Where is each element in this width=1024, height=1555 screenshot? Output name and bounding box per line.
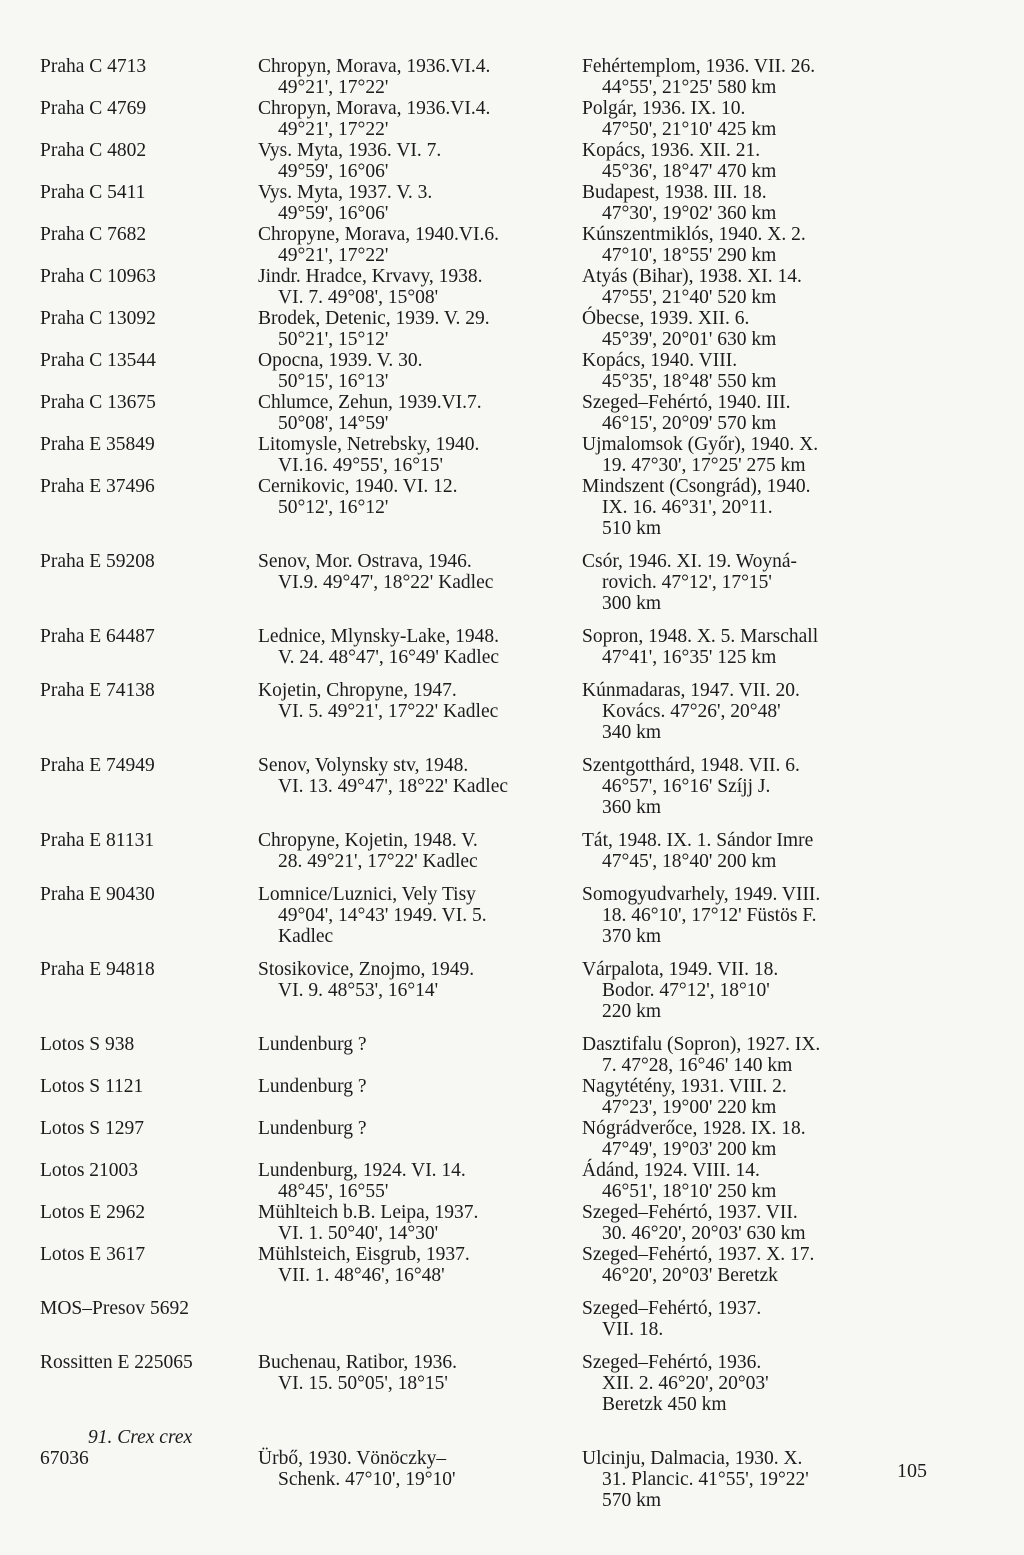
ringing-line: Brodek, Detenic, 1939. V. 29. — [258, 308, 490, 329]
ringing-line: VI. 1. 50°40', 14°30' — [278, 1223, 439, 1244]
recovery-place — [582, 224, 902, 266]
recovery-line: Kovács. 47°26', 20°48' — [602, 701, 781, 722]
ringing-place — [258, 959, 582, 1001]
recovery-place — [582, 830, 902, 872]
recovery-place — [582, 626, 902, 668]
ringing-place — [258, 884, 582, 947]
record-row — [0, 434, 1024, 476]
ringing-place — [258, 266, 582, 308]
record-row — [0, 1118, 1024, 1160]
recovery-line: Ulcinju, Dalmacia, 1930. X. — [582, 1448, 803, 1469]
species-heading-row — [0, 1427, 1024, 1448]
recovery-line: Nógrádverőce, 1928. IX. 18. — [582, 1118, 806, 1139]
record-row — [0, 392, 1024, 434]
ringing-place — [258, 56, 582, 98]
ringing-place — [258, 1160, 582, 1202]
ringing-line: 50°08', 14°59' — [278, 413, 389, 434]
ringing-line: 28. 49°21', 17°22' Kadlec — [278, 851, 478, 872]
ringing-line: VI. 13. 49°47', 18°22' Kadlec — [278, 776, 509, 797]
recovery-line: Szeged–Fehértó, 1937. VII. — [582, 1202, 798, 1223]
recovery-place — [582, 884, 902, 947]
recovery-line: Kúnmadaras, 1947. VII. 20. — [582, 680, 800, 701]
ringing-line: 50°15', 16°13' — [278, 371, 389, 392]
recovery-line: Ádánd, 1924. VIII. 14. — [582, 1160, 760, 1181]
ringing-line: VI. 9. 48°53', 16°14' — [278, 980, 439, 1001]
recovery-place — [582, 1202, 902, 1244]
ringing-line: Lundenburg ? — [258, 1118, 367, 1139]
recovery-line: Fehértemplom, 1936. VII. 26. — [582, 56, 816, 77]
recovery-place — [582, 434, 902, 476]
ringing-line: VI.16. 49°55', 16°15' — [278, 455, 444, 476]
recovery-line: Kúnszentmiklós, 1940. X. 2. — [582, 224, 806, 245]
record-row — [0, 1202, 1024, 1244]
ringing-line: VII. 1. 48°46', 16°48' — [278, 1265, 445, 1286]
ringing-line: Kojetin, Chropyne, 1947. — [258, 680, 457, 701]
ringing-place — [258, 1118, 582, 1139]
recovery-line: Dasztifalu (Sopron), 1927. IX. — [582, 1034, 821, 1055]
ringing-line: Lundenburg ? — [258, 1034, 367, 1055]
recovery-line: 570 km — [602, 1490, 662, 1511]
ringing-line: VI. 15. 50°05', 18°15' — [278, 1373, 448, 1394]
ringing-place — [258, 392, 582, 434]
recovery-line: 46°57', 16°16' Szíjj J. — [602, 776, 771, 797]
recovery-line: 360 km — [602, 797, 662, 818]
ring-number: Praha E 35849 — [40, 434, 155, 455]
ring-number: Praha C 4713 — [40, 56, 147, 77]
ring-number: Praha E 90430 — [40, 884, 155, 905]
recovery-line: rovich. 47°12', 17°15' — [602, 572, 772, 593]
ringing-line: 49°04', 14°43' 1949. VI. 5. — [278, 905, 487, 926]
ring-number: Praha C 5411 — [40, 182, 146, 203]
ringing-line: Chropyne, Kojetin, 1948. V. — [258, 830, 478, 851]
ringing-line: Vys. Myta, 1937. V. 3. — [258, 182, 433, 203]
ringing-line: Chlumce, Zehun, 1939.VI.7. — [258, 392, 482, 413]
recovery-place — [582, 182, 902, 224]
ring-number: MOS–Presov 5692 — [40, 1298, 189, 1319]
ringing-line: 49°59', 16°06' — [278, 161, 389, 182]
recovery-line: Mindszent (Csongrád), 1940. — [582, 476, 811, 497]
recovery-line: 47°23', 19°00' 220 km — [602, 1097, 777, 1118]
species-heading: 91. Crex crex — [88, 1427, 193, 1448]
record-row — [0, 140, 1024, 182]
recovery-line: 47°10', 18°55' 290 km — [602, 245, 777, 266]
recovery-place — [582, 392, 902, 434]
recovery-line: 7. 47°28, 16°46' 140 km — [602, 1055, 793, 1076]
ring-number: Lotos E 3617 — [40, 1244, 146, 1265]
ring-number: Praha E 81131 — [40, 830, 155, 851]
record-row — [0, 56, 1024, 98]
recovery-place — [582, 350, 902, 392]
recovery-line: 47°50', 21°10' 425 km — [602, 119, 777, 140]
record-row — [0, 308, 1024, 350]
recovery-line: 31. Plancic. 41°55', 19°22' — [602, 1469, 809, 1490]
ringing-line: Cernikovic, 1940. VI. 12. — [258, 476, 458, 497]
ringing-line: Chropyn, Morava, 1936.VI.4. — [258, 56, 491, 77]
recovery-line: 19. 47°30', 17°25' 275 km — [602, 455, 806, 476]
ring-number: Rossitten E 225065 — [40, 1352, 193, 1373]
recovery-place — [582, 1076, 902, 1118]
recovery-line: 47°49', 19°03' 200 km — [602, 1139, 777, 1160]
ring-number: Praha C 10963 — [40, 266, 156, 287]
ring-number: Praha C 13092 — [40, 308, 156, 329]
recovery-line: IX. 16. 46°31', 20°11. — [602, 497, 773, 518]
recovery-place — [582, 551, 902, 614]
ringing-place — [258, 98, 582, 140]
ringing-place — [258, 308, 582, 350]
ring-number: Praha C 4802 — [40, 140, 147, 161]
record-row — [0, 1160, 1024, 1202]
record-row — [0, 1352, 1024, 1415]
record-row — [0, 1298, 1024, 1340]
recovery-line: Bodor. 47°12', 18°10' — [602, 980, 770, 1001]
record-row — [0, 98, 1024, 140]
recovery-place — [582, 308, 902, 350]
record-row — [0, 551, 1024, 614]
record-row — [0, 884, 1024, 947]
ringing-line: Vys. Myta, 1936. VI. 7. — [258, 140, 442, 161]
recovery-line: 44°55', 21°25' 580 km — [602, 77, 777, 98]
ringing-line: Buchenau, Ratibor, 1936. — [258, 1352, 458, 1373]
ringing-place — [258, 680, 582, 722]
record-row — [0, 350, 1024, 392]
recovery-line: 30. 46°20', 20°03' 630 km — [602, 1223, 806, 1244]
ringing-line: Mühlsteich, Eisgrub, 1937. — [258, 1244, 470, 1265]
record-row — [0, 1448, 1024, 1511]
recovery-place — [582, 56, 902, 98]
recovery-line: Szeged–Fehértó, 1937. — [582, 1298, 762, 1319]
record-row — [0, 830, 1024, 872]
ringing-line: 49°21', 17°22' — [278, 77, 389, 98]
ring-number: Praha E 94818 — [40, 959, 155, 980]
recovery-place — [582, 680, 902, 743]
ringing-line: Schenk. 47°10', 19°10' — [278, 1469, 456, 1490]
ring-number: Praha E 74138 — [40, 680, 155, 701]
recovery-line: Szeged–Fehértó, 1936. — [582, 1352, 762, 1373]
recovery-line: 47°45', 18°40' 200 km — [602, 851, 777, 872]
recovery-line: 47°30', 19°02' 360 km — [602, 203, 777, 224]
recovery-place — [582, 140, 902, 182]
ringing-place — [258, 434, 582, 476]
recovery-line: Óbecse, 1939. XII. 6. — [582, 308, 750, 329]
ringing-line: Litomysle, Netrebsky, 1940. — [258, 434, 480, 455]
ringing-line: Senov, Mor. Ostrava, 1946. — [258, 551, 472, 572]
recovery-place — [582, 1298, 902, 1340]
ring-number: Lotos S 938 — [40, 1034, 135, 1055]
ringing-line: Ürbő, 1930. Vönöczky– — [258, 1448, 447, 1469]
recovery-place — [582, 1352, 902, 1415]
ringing-line: 50°21', 15°12' — [278, 329, 389, 350]
recovery-line: 340 km — [602, 722, 662, 743]
ringing-line: Lundenburg, 1924. VI. 14. — [258, 1160, 466, 1181]
ring-number: Lotos S 1121 — [40, 1076, 144, 1097]
recovery-line: Szentgotthárd, 1948. VII. 6. — [582, 755, 800, 776]
recovery-place — [582, 1160, 902, 1202]
recovery-line: Beretzk 450 km — [602, 1394, 727, 1415]
recovery-line: Szeged–Fehértó, 1937. X. 17. — [582, 1244, 815, 1265]
recovery-line: Várpalota, 1949. VII. 18. — [582, 959, 779, 980]
recovery-place — [582, 1244, 902, 1286]
ringing-line: Senov, Volynsky stv, 1948. — [258, 755, 469, 776]
recovery-place — [582, 755, 902, 818]
ringing-place — [258, 1448, 582, 1490]
ring-number: Praha C 7682 — [40, 224, 147, 245]
recovery-line: 18. 46°10', 17°12' Füstös F. — [602, 905, 817, 926]
ring-number: Lotos E 2962 — [40, 1202, 146, 1223]
recovery-line: Kopács, 1936. XII. 21. — [582, 140, 761, 161]
record-row — [0, 626, 1024, 668]
ringing-place — [258, 755, 582, 797]
ring-number: Praha E 74949 — [40, 755, 155, 776]
recovery-line: Tát, 1948. IX. 1. Sándor Imre — [582, 830, 814, 851]
recovery-place — [582, 266, 902, 308]
ringing-line: Mühlteich b.B. Leipa, 1937. — [258, 1202, 479, 1223]
ringing-line: 49°59', 16°06' — [278, 203, 389, 224]
ringing-place — [258, 551, 582, 593]
recovery-line: Polgár, 1936. IX. 10. — [582, 98, 746, 119]
ringing-line: VI. 7. 49°08', 15°08' — [278, 287, 439, 308]
recovery-line: 300 km — [602, 593, 662, 614]
ringing-place — [258, 182, 582, 224]
recovery-line: Somogyudvarhely, 1949. VIII. — [582, 884, 821, 905]
ringing-place — [258, 1352, 582, 1394]
ringing-place — [258, 626, 582, 668]
ringing-line: 48°45', 16°55' — [278, 1181, 389, 1202]
ringing-records — [0, 56, 1024, 1511]
recovery-line: Nagytétény, 1931. VIII. 2. — [582, 1076, 787, 1097]
recovery-line: Szeged–Fehértó, 1940. III. — [582, 392, 791, 413]
ringing-place — [258, 830, 582, 872]
ring-number: Praha E 59208 — [40, 551, 155, 572]
ringing-line: Chropyne, Morava, 1940.VI.6. — [258, 224, 499, 245]
ringing-line: Lundenburg ? — [258, 1076, 367, 1097]
ringing-place — [258, 476, 582, 518]
record-row — [0, 266, 1024, 308]
ringing-line: Jindr. Hradce, Krvavy, 1938. — [258, 266, 483, 287]
ring-number: Praha C 13675 — [40, 392, 156, 413]
recovery-line: Kopács, 1940. VIII. — [582, 350, 738, 371]
recovery-line: Csór, 1946. XI. 19. Woyná- — [582, 551, 798, 572]
recovery-line: 45°39', 20°01' 630 km — [602, 329, 777, 350]
record-row — [0, 476, 1024, 539]
recovery-line: Atyás (Bihar), 1938. XI. 14. — [582, 266, 802, 287]
recovery-place — [582, 1034, 902, 1076]
ringing-line: Kadlec — [278, 926, 334, 947]
ringing-place — [258, 224, 582, 266]
ringing-line: Lomnice/Luznici, Vely Tisy — [258, 884, 476, 905]
ringing-line: 49°21', 17°22' — [278, 119, 389, 140]
record-row — [0, 959, 1024, 1022]
recovery-line: 46°51', 18°10' 250 km — [602, 1181, 777, 1202]
record-row — [0, 1244, 1024, 1286]
ringing-line: Stosikovice, Znojmo, 1949. — [258, 959, 475, 980]
record-row — [0, 1034, 1024, 1076]
recovery-line: Ujmalomsok (Győr), 1940. X. — [582, 434, 819, 455]
ringing-line: VI.9. 49°47', 18°22' Kadlec — [278, 572, 494, 593]
recovery-line: 45°36', 18°47' 470 km — [602, 161, 777, 182]
recovery-line: Sopron, 1948. X. 5. Marschall — [582, 626, 819, 647]
recovery-line: 46°15', 20°09' 570 km — [602, 413, 777, 434]
ring-number: Praha E 64487 — [40, 626, 155, 647]
ringing-line: VI. 5. 49°21', 17°22' Kadlec — [278, 701, 499, 722]
recovery-line: 510 km — [602, 518, 662, 539]
record-row — [0, 755, 1024, 818]
ring-number: Lotos 21003 — [40, 1160, 139, 1181]
recovery-place — [582, 1118, 902, 1160]
recovery-place — [582, 959, 902, 1022]
ringing-place — [258, 1244, 582, 1286]
ring-number: Lotos S 1297 — [40, 1118, 145, 1139]
recovery-line: 47°55', 21°40' 520 km — [602, 287, 777, 308]
recovery-line: VII. 18. — [602, 1319, 664, 1340]
ringing-place — [258, 1034, 582, 1055]
ringing-line: Chropyn, Morava, 1936.VI.4. — [258, 98, 491, 119]
ringing-line: V. 24. 48°47', 16°49' Kadlec — [278, 647, 500, 668]
recovery-line: Budapest, 1938. III. 18. — [582, 182, 767, 203]
recovery-line: 46°20', 20°03' Beretzk — [602, 1265, 778, 1286]
recovery-line: 220 km — [602, 1001, 662, 1022]
page-number: 105 — [897, 1460, 927, 1482]
ring-number: Praha C 4769 — [40, 98, 147, 119]
recovery-line: 47°41', 16°35' 125 km — [602, 647, 777, 668]
recovery-place — [582, 476, 902, 539]
record-row — [0, 680, 1024, 743]
ring-number: 67036 — [40, 1448, 89, 1469]
ring-number: Praha E 37496 — [40, 476, 155, 497]
recovery-place — [582, 1448, 902, 1511]
ringing-place — [258, 350, 582, 392]
record-row — [0, 182, 1024, 224]
ringing-place — [258, 1202, 582, 1244]
ringing-place — [258, 140, 582, 182]
recovery-line: 45°35', 18°48' 550 km — [602, 371, 777, 392]
record-row — [0, 1076, 1024, 1118]
record-row — [0, 224, 1024, 266]
ringing-place — [258, 1076, 582, 1097]
recovery-line: 370 km — [602, 926, 662, 947]
ringing-line: Opocna, 1939. V. 30. — [258, 350, 423, 371]
ringing-line: Lednice, Mlynsky-Lake, 1948. — [258, 626, 499, 647]
recovery-place — [582, 98, 902, 140]
recovery-line: XII. 2. 46°20', 20°03' — [602, 1373, 769, 1394]
ringing-line: 49°21', 17°22' — [278, 245, 389, 266]
ringing-line: 50°12', 16°12' — [278, 497, 389, 518]
ring-number: Praha C 13544 — [40, 350, 156, 371]
